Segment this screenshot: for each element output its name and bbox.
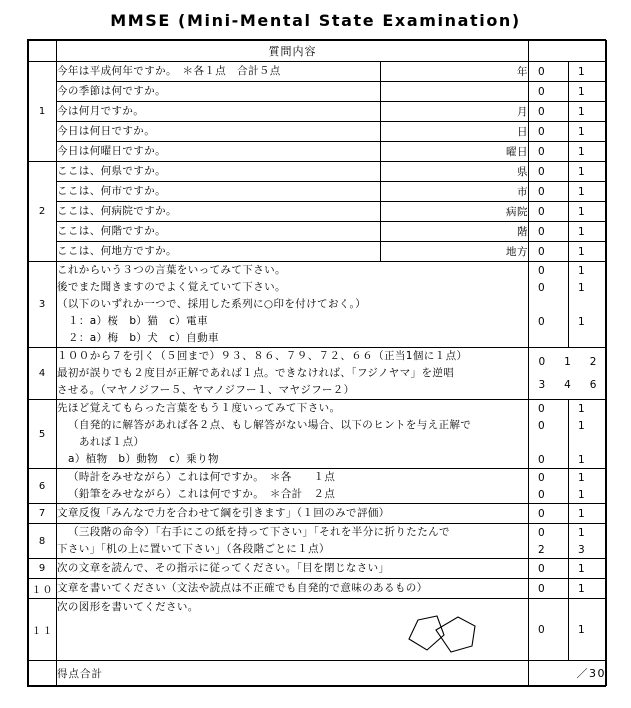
score-option-0[interactable]: 0 [538,471,545,484]
score-option-0[interactable]: 0 [529,242,569,262]
question-text: これからいう３つの言葉をいってみて下さい。 [57,264,286,276]
score-option-0[interactable]: 0 [529,62,569,82]
table-row [29,102,607,122]
question-text: １００から７を引く（５回まで）９３、８６、７９、７２、６６（正当1個に１点） [57,350,468,362]
score-option-1[interactable]: 1 [564,356,571,368]
answer-field[interactable]: 県 [381,162,529,182]
score-option-0[interactable]: 0 [529,142,569,162]
score-spacer [569,296,606,313]
total-row [29,661,607,686]
score-spacer [569,330,606,347]
header-number-cell [29,41,57,62]
question-text: 最初が誤りでも２度目が正解であれば１点。できなければ、「フジノヤマ」を逆唱 [57,367,455,379]
question-text: 今の季節は何ですか。 [57,82,381,102]
question-text: ここは、何階ですか。 [57,222,381,242]
table-row [29,242,607,262]
table-row [29,82,607,102]
answer-field[interactable]: 日 [381,122,529,142]
question-block [57,504,529,524]
question-block [57,400,529,469]
total-number-cell [29,661,57,686]
answer-field[interactable]: 階 [381,222,529,242]
answer-field[interactable]: 病院 [381,202,529,222]
score-option-1[interactable]: 1 [578,471,585,484]
total-score-value[interactable]: ／30 [529,661,607,686]
score-option-2[interactable]: 2 [589,356,597,368]
table-row [29,579,607,599]
header-score-cell [529,41,607,62]
question-text: ここは、何病院ですか。 [57,202,381,222]
table-row [29,559,607,579]
question-block [57,579,529,599]
score-option-5[interactable]: 6 [589,379,597,391]
item-number: 4 [29,348,57,400]
score-column-left [529,469,569,504]
table-row [29,348,607,400]
table-row [29,400,607,469]
score-option-0[interactable]: 0 [538,356,546,368]
score-subtable [569,469,606,503]
table-row [29,599,607,661]
table-row [29,182,607,202]
question-block [57,559,529,579]
question-text: 次の図形を書いてください。 [57,601,199,613]
question-text: あれば１点） [79,436,145,448]
pentagon-left [409,616,444,650]
question-text: （三段階の命令）「右手にこの紙を持って下さい」「それを半分に折りたたんで [68,526,450,538]
score-subtable [569,262,606,347]
question-text: 今日は何曜日ですか。 [57,142,381,162]
score-option-2[interactable]: 2 [538,543,545,556]
score-subtable [529,400,568,468]
score-option-0[interactable]: 0 [538,402,545,415]
score-option-1[interactable]: 1 [578,264,585,277]
question-text: 今日は何日ですか。 [57,122,381,142]
table-row [29,142,607,162]
score-grid-cell [529,348,607,400]
score-grid-row-bottom [529,374,606,397]
score-spacer [569,434,606,451]
score-option-0[interactable]: 0 [538,264,545,277]
question-block [57,524,529,559]
score-option-1[interactable]: 1 [578,488,585,501]
answer-field[interactable]: 年 [381,62,529,82]
question-text: 今年は平成何年ですか。 ＊各１点 合計５点 [57,62,381,82]
answer-field[interactable]: 地方 [381,242,529,262]
score-option-0[interactable]: 0 [529,202,569,222]
table-row [29,262,607,348]
table-row [29,504,607,524]
score-spacer [529,296,568,313]
pentagon-icon [406,614,480,658]
question-text: ここは、何県ですか。 [57,162,381,182]
total-label: 得点合計 [57,661,529,686]
page-title: MMSE (Mini-Mental State Examination) [110,11,521,30]
score-option-0[interactable]: 0 [529,559,569,579]
table-row [29,202,607,222]
score-option-1[interactable]: 1 [569,559,607,579]
score-option-1[interactable]: 1 [569,579,607,599]
score-option-1[interactable]: 1 [569,182,607,202]
question-hint-options: a）植物 b）動物 c）乗り物 [68,453,219,465]
score-option-0[interactable]: 0 [538,453,545,466]
question-text: ここは、何市ですか。 [57,182,381,202]
answer-field[interactable] [381,82,529,102]
score-option-0[interactable]: 0 [538,526,545,539]
score-option-1[interactable]: 1 [578,526,585,539]
score-spacer [529,330,568,347]
score-option-0[interactable]: 0 [538,281,545,294]
table-row [29,62,607,82]
question-text: （鉛筆をみせながら）これは何ですか。 ＊合計 ２点 [68,488,336,500]
score-option-0[interactable]: 0 [538,488,545,501]
question-block [57,599,529,661]
question-block [57,348,529,400]
pentagon-right [436,617,475,652]
question-text: 先ほど覚えてもらった言葉をもう１度いってみて下さい。 [57,402,341,414]
score-column-right [569,524,607,559]
question-option-1: １：a）桜 b）猫 c）電車 [68,315,208,327]
item-number: 9 [29,559,57,579]
table-row [29,122,607,142]
score-subtable [569,524,606,558]
item-number: １１ [29,599,57,661]
table-header-row [29,41,607,62]
score-option-3[interactable]: 3 [538,379,546,391]
overlapping-pentagons-figure [406,614,480,664]
score-option-1[interactable]: 1 [569,202,607,222]
item-number: 7 [29,504,57,524]
score-column-right [569,469,607,504]
table-row [29,162,607,182]
question-text: （時計をみせながら）これは何ですか。 ＊各 １点 [68,471,336,483]
score-column-left [529,262,569,348]
score-option-1[interactable]: 1 [569,62,607,82]
score-option-1[interactable]: 1 [578,281,585,294]
score-option-1[interactable]: 1 [578,402,585,415]
score-option-1[interactable]: 1 [569,242,607,262]
answer-field[interactable]: 曜日 [381,142,529,162]
score-option-3[interactable]: 3 [578,543,585,556]
question-text: （自発的に解答があれば各２点、もし解答がない場合、以下のヒントを与え正解で [68,419,472,431]
item-number: 5 [29,400,57,469]
score-column-left [529,524,569,559]
score-option-0[interactable]: 0 [538,315,545,328]
score-option-1[interactable]: 1 [569,102,607,122]
score-subtable [569,400,606,468]
table-row [29,524,607,559]
score-option-1[interactable]: 1 [569,142,607,162]
question-text: 今は何月ですか。 [57,102,381,122]
score-option-0[interactable]: 0 [529,599,569,661]
score-subtable [529,524,568,558]
score-option-1[interactable]: 1 [578,453,585,466]
score-spacer [529,434,568,451]
score-option-1[interactable]: 1 [569,504,607,524]
question-option-2: ２：a）梅 b）犬 c）自動車 [68,332,219,344]
score-subtable [529,469,568,503]
question-text: 後でまた聞きますのでよく覚えていて下さい。 [57,281,286,293]
figure-container [57,616,528,660]
question-text: させる。（マヤノジフー５、ヤマノジフー１、マヤジフー２） [57,384,355,396]
score-option-4[interactable]: 4 [564,379,571,391]
mmse-form-table [27,39,606,687]
score-option-0[interactable]: 0 [529,579,569,599]
score-option-0[interactable]: 0 [529,162,569,182]
item-number: 3 [29,262,57,348]
header-question-label: 質問内容 [57,41,529,62]
score-column-left [529,400,569,469]
question-text: ここは、何地方ですか。 [57,242,381,262]
score-option-0[interactable]: 0 [538,419,545,432]
table-row [29,469,607,504]
score-option-0[interactable]: 0 [529,222,569,242]
score-option-1[interactable]: 1 [569,599,607,661]
question-text: （以下のいずれか一つで、採用した系列に○印を付けておく。） [57,298,367,310]
item-number: 1 [29,62,57,162]
score-option-1[interactable]: 1 [569,122,607,142]
table-row [29,222,607,242]
score-option-0[interactable]: 0 [529,102,569,122]
score-column-right [569,400,607,469]
question-text: 文章反復「みんなで力を合わせて綱を引きます」（１回のみで評価） [57,507,390,519]
question-block [57,262,529,348]
question-text: 次の文章を読んで、その指示に従ってください。「目を閉じなさい」 [57,562,390,574]
answer-field[interactable]: 月 [381,102,529,122]
score-option-1[interactable]: 1 [569,82,607,102]
score-column-right [569,262,607,348]
question-block [57,469,529,504]
score-option-1[interactable]: 1 [578,315,585,328]
form-table [28,40,607,686]
score-option-1[interactable]: 1 [569,222,607,242]
item-number: 2 [29,162,57,262]
score-option-0[interactable]: 0 [529,182,569,202]
question-text: 下さい」「机の上に置いて下さい」（各段階ごとに１点） [57,543,330,555]
question-text: 文章を書いてください（文法や読点は不正確でも自発的で意味のあるもの） [57,582,428,594]
score-option-1[interactable]: 1 [578,419,585,432]
item-number: 8 [29,524,57,559]
answer-field[interactable]: 市 [381,182,529,202]
score-subtable [529,262,568,347]
score-option-1[interactable]: 1 [569,162,607,182]
item-number: １０ [29,579,57,599]
item-number: 6 [29,469,57,504]
score-grid-row-top [529,351,606,374]
score-option-0[interactable]: 0 [529,122,569,142]
score-option-0[interactable]: 0 [529,504,569,524]
score-option-0[interactable]: 0 [529,82,569,102]
